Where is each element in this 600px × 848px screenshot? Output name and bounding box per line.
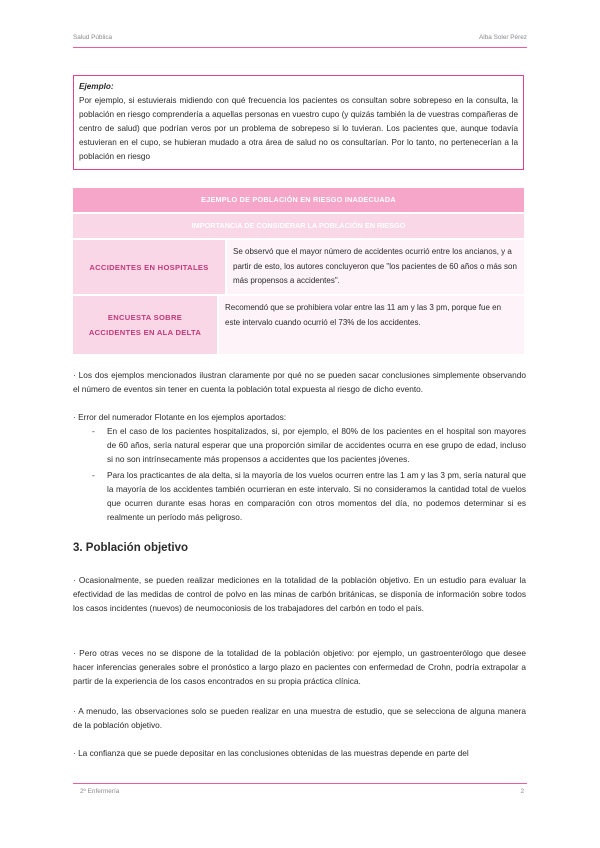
header-subject: Salud Pública (73, 34, 113, 41)
row-text: Se observó que el mayor número de accidentes ocurrió entre los ancianos, y a partir de esto, los autores concluyeron que "los pacientes de 60 años o más son más propensos a accidentes". (227, 240, 524, 294)
paragraph-occasionally: · Ocasionalmente, se pueden realizar mediciones en la totalidad de la población objetivo. En un estudio para evaluar la efectividad de las medidas de control de polvo en las minas de carbón británicas, se disponía de información sobre todos los casos incidentes (nuevos) de neumoconiosis de los trabajadores del carbón en todo el país. (73, 575, 526, 613)
example-text: Por ejemplo, si estuvierais midiendo con qué frecuencia los pacientes os consultan sobre sobrepeso en la consulta, la población en riesgo comprendería a aquellas personas en vuestro cupo (y quizás también la de vuestras compañeras de centro de salud) que podrían veros por un problema de sobrepeso si lo tuvieran. Los pacientes que, aunque todavía estuvieran en el cupo, se hubieran mudado a otra área de salud no os consultarían. Por lo tanto, no pertenecerían a la población en riesgo (79, 96, 518, 161)
bullet-text: En el caso de los pacientes hospitalizados, si, por ejemplo, el 80% de los pacientes en el hospital son mayores de 60 años, sería natural esperar que una proporción similar de accidentes ocurra en ese grupo de edad, incluso si no son intrínsecamente más propensos a accidentes que los pacientes jóvenes. (107, 426, 526, 464)
paragraph-confidence: · La confianza que se puede depositar en las conclusiones obtenidas de las muestras depende en parte del (73, 748, 469, 758)
page-header (73, 34, 527, 48)
table-row (73, 240, 524, 294)
row-text: Recomendó que se prohibiera volar entre las 11 am y las 3 pm, porque fue en este intervalo cuando ocurrió el 73% de los accidentes. (219, 296, 524, 354)
bullet-dash: - (92, 470, 95, 480)
paragraph-sample: · A menudo, las observaciones solo se pueden realizar en una muestra de estudio, que se selecciona de alguna manera de la población objetivo. (73, 706, 526, 730)
page-number: 2 (520, 788, 524, 795)
table-header-1: EJEMPLO DE POBLACIÓN EN RIESGO INADECUADA (73, 188, 524, 212)
example-title: Ejemplo: (79, 82, 114, 91)
table-row (73, 296, 524, 354)
row-label: ENCUESTA SOBRE ACCIDENTES EN ALA DELTA (73, 296, 217, 354)
table-header-2: IMPORTANCIA DE CONSIDERAR LA POBLACIÓN EN RIESGO (73, 214, 524, 238)
bullet-dash: - (92, 426, 95, 436)
paragraph-other-times: · Pero otras veces no se dispone de la totalidad de la población objetivo: por ejemplo, un gastroenterólogo que desee hacer inferencias generales sobre el pronóstico a largo plazo en pacientes con enfermedad de Crohn, podría extrapolar a partir de la experiencia de los casos encontrados en su propia práctica clínica. (73, 648, 526, 686)
header-divider (73, 47, 527, 48)
paragraph-examples: · Los dos ejemplos mencionados ilustran claramente por qué no se pueden sacar conclusiones simplemente observando el número de eventos sin tener en cuenta la población total expuesta al riesgo de dicho evento. (73, 370, 526, 394)
header-author: Alba Soler Pérez (479, 34, 527, 41)
risk-population-table (73, 188, 524, 354)
footer-divider (73, 783, 527, 784)
footer-course: 2º Enfermería (80, 788, 120, 795)
bullet-text: Para los practicantes de ala delta, si la mayoría de los vuelos ocurren entre las 1 am y las 3 pm, sería natural que la mayoría de los accidentes también ocurrieran en este intervalo. Si no consideramos la cantidad total de vuelos que ocurren durante esas horas en comparación con otros momentos del día, no podemos determinar si es realmente un período más peligroso. (107, 470, 526, 522)
example-box (73, 75, 524, 170)
paragraph-error-intro: · Error del numerador Flotante en los ejemplos aportados: (73, 412, 287, 422)
page-footer (80, 788, 524, 802)
row-label: ACCIDENTES EN HOSPITALES (73, 240, 225, 294)
section-heading: 3. Población objetivo (73, 542, 189, 554)
